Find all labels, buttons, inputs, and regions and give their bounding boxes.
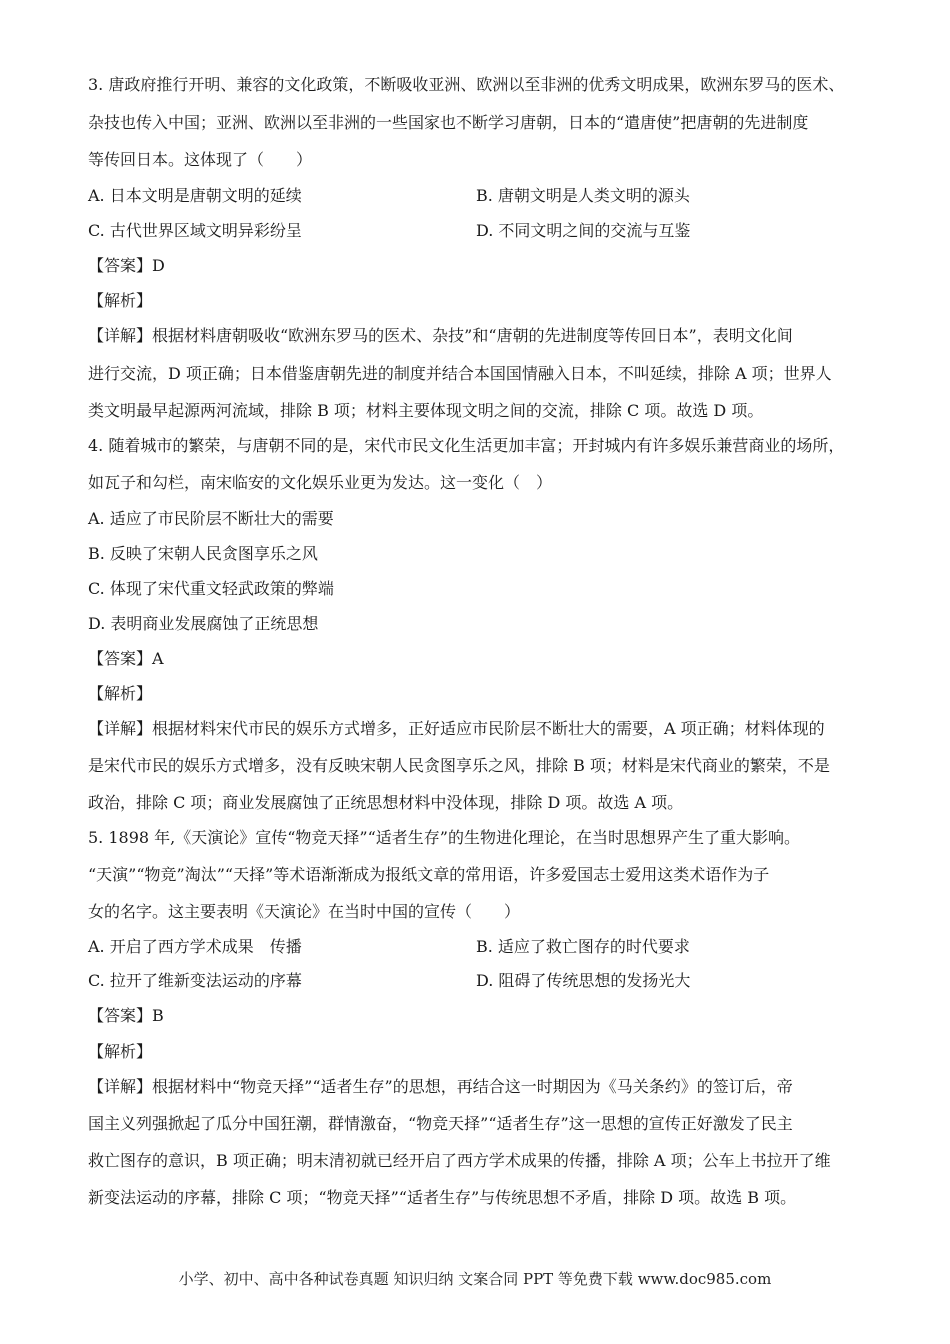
q4-answer: 【答案】A [88,649,164,668]
q3-detail-line-3: 类文明最早起源两河流域，排除 B 项；材料主要体现文明之间的交流，排除 C 项。故选 D 项。 [88,401,764,420]
q3-stem-line-3: 等传回日本。这体现了（ ） [88,150,313,169]
q4-stem-line-2: 如瓦子和勾栏，南宋临安的文化娱乐业更为发达。这一变化（ ） [88,473,553,492]
q4-analysis-label: 【解析】 [88,684,153,703]
q3-detail-line-2: 进行交流，D 项正确；日本借鉴唐朝先进的制度并结合本国国情融入日本，不叫延续，排除 A 项；世界人 [88,364,832,383]
q3-detail-line-1: 【详解】根据材料唐朝吸收“欧洲东罗马的医术、杂技”和“唐朝的先进制度等传回日本”，表明文化间 [88,326,793,345]
q3-option-c: C. 古代世界区域文明异彩纷呈 [88,221,302,240]
q4-detail-line-2: 是宋代市民的娱乐方式增多，没有反映宋朝人民贪图享乐之风，排除 B 项；材料是宋代商业的繁荣，不是 [88,756,830,775]
q5-detail-line-3: 救亡图存的意识，B 项正确；明末清初就已经开启了西方学术成果的传播，排除 A 项；公车上书拉开了维 [88,1151,831,1170]
q5-stem-line-2: “天演”“物竞”淘汰”“天择”等术语渐渐成为报纸文章的常用语，许多爱国志士爱用这类术语作为子 [88,865,770,884]
q3-answer: 【答案】D [88,256,165,275]
q5-analysis-label: 【解析】 [88,1042,153,1061]
q4-stem-line-1: 4. 随着城市的繁荣，与唐朝不同的是，宋代市民文化生活更加丰富；开封城内有许多娱乐兼营商业的场所， [88,436,845,455]
q5-option-d: D. 阻碍了传统思想的发扬光大 [476,971,691,990]
page-footer: 小学、初中、高中各种试卷真题 知识归纳 文案合同 PPT 等免费下载 www.doc985.com [178,1270,772,1288]
q3-option-d: D. 不同文明之间的交流与互鉴 [476,221,691,240]
q5-option-a: A. 开启了西方学术成果 传播 [88,937,302,956]
q3-option-b: B. 唐朝文明是人类文明的源头 [476,186,690,205]
q3-stem-line-2: 杂技也传入中国；亚洲、欧洲以至非洲的一些国家也不断学习唐朝，日本的“遣唐使”把唐朝的先进制度 [88,113,809,132]
q4-option-c: C. 体现了宋代重文轻武政策的弊端 [88,579,334,598]
q3-stem-line-1: 3. 唐政府推行开明、兼容的文化政策，不断吸收亚洲、欧洲以至非洲的优秀文明成果，欧洲东罗马的医术、 [88,75,845,94]
q5-stem-line-1: 5. 1898 年,《天演论》宣传“物竞天择”“适者生存”的生物进化理论，在当时思想界产生了重大影响。 [88,828,800,847]
q5-option-c: C. 拉开了维新变法运动的序幕 [88,971,302,990]
q4-detail-line-3: 政治，排除 C 项；商业发展腐蚀了正统思想材料中没体现，排除 D 项。故选 A 项。 [88,793,684,812]
q5-detail-line-1: 【详解】根据材料中“物竞天择”“适者生存”的思想，再结合这一时期因为《马关条约》的签订后，帝 [88,1077,793,1096]
q4-option-d: D. 表明商业发展腐蚀了正统思想 [88,614,319,633]
q3-option-a: A. 日本文明是唐朝文明的延续 [88,186,302,205]
q4-option-b: B. 反映了宋朝人民贪图享乐之风 [88,544,318,563]
q5-stem-line-3: 女的名字。这主要表明《天演论》在当时中国的宣传（ ） [88,902,521,921]
q5-option-b: B. 适应了救亡图存的时代要求 [476,937,690,956]
q3-analysis-label: 【解析】 [88,291,153,310]
q5-answer: 【答案】B [88,1006,164,1025]
q4-detail-line-1: 【详解】根据材料宋代市民的娱乐方式增多，正好适应市民阶层不断壮大的需要，A 项正确；材料体现的 [88,719,825,738]
q5-detail-line-4: 新变法运动的序幕，排除 C 项；“物竞天择”“适者生存”与传统思想不矛盾，排除 D 项。故选 B 项。 [88,1188,797,1207]
q4-option-a: A. 适应了市民阶层不断壮大的需要 [88,509,334,528]
q5-detail-line-2: 国主义列强掀起了瓜分中国狂潮，群情激奋，“物竞天择”“适者生存”这一思想的宣传正好激发了民主 [88,1114,793,1133]
